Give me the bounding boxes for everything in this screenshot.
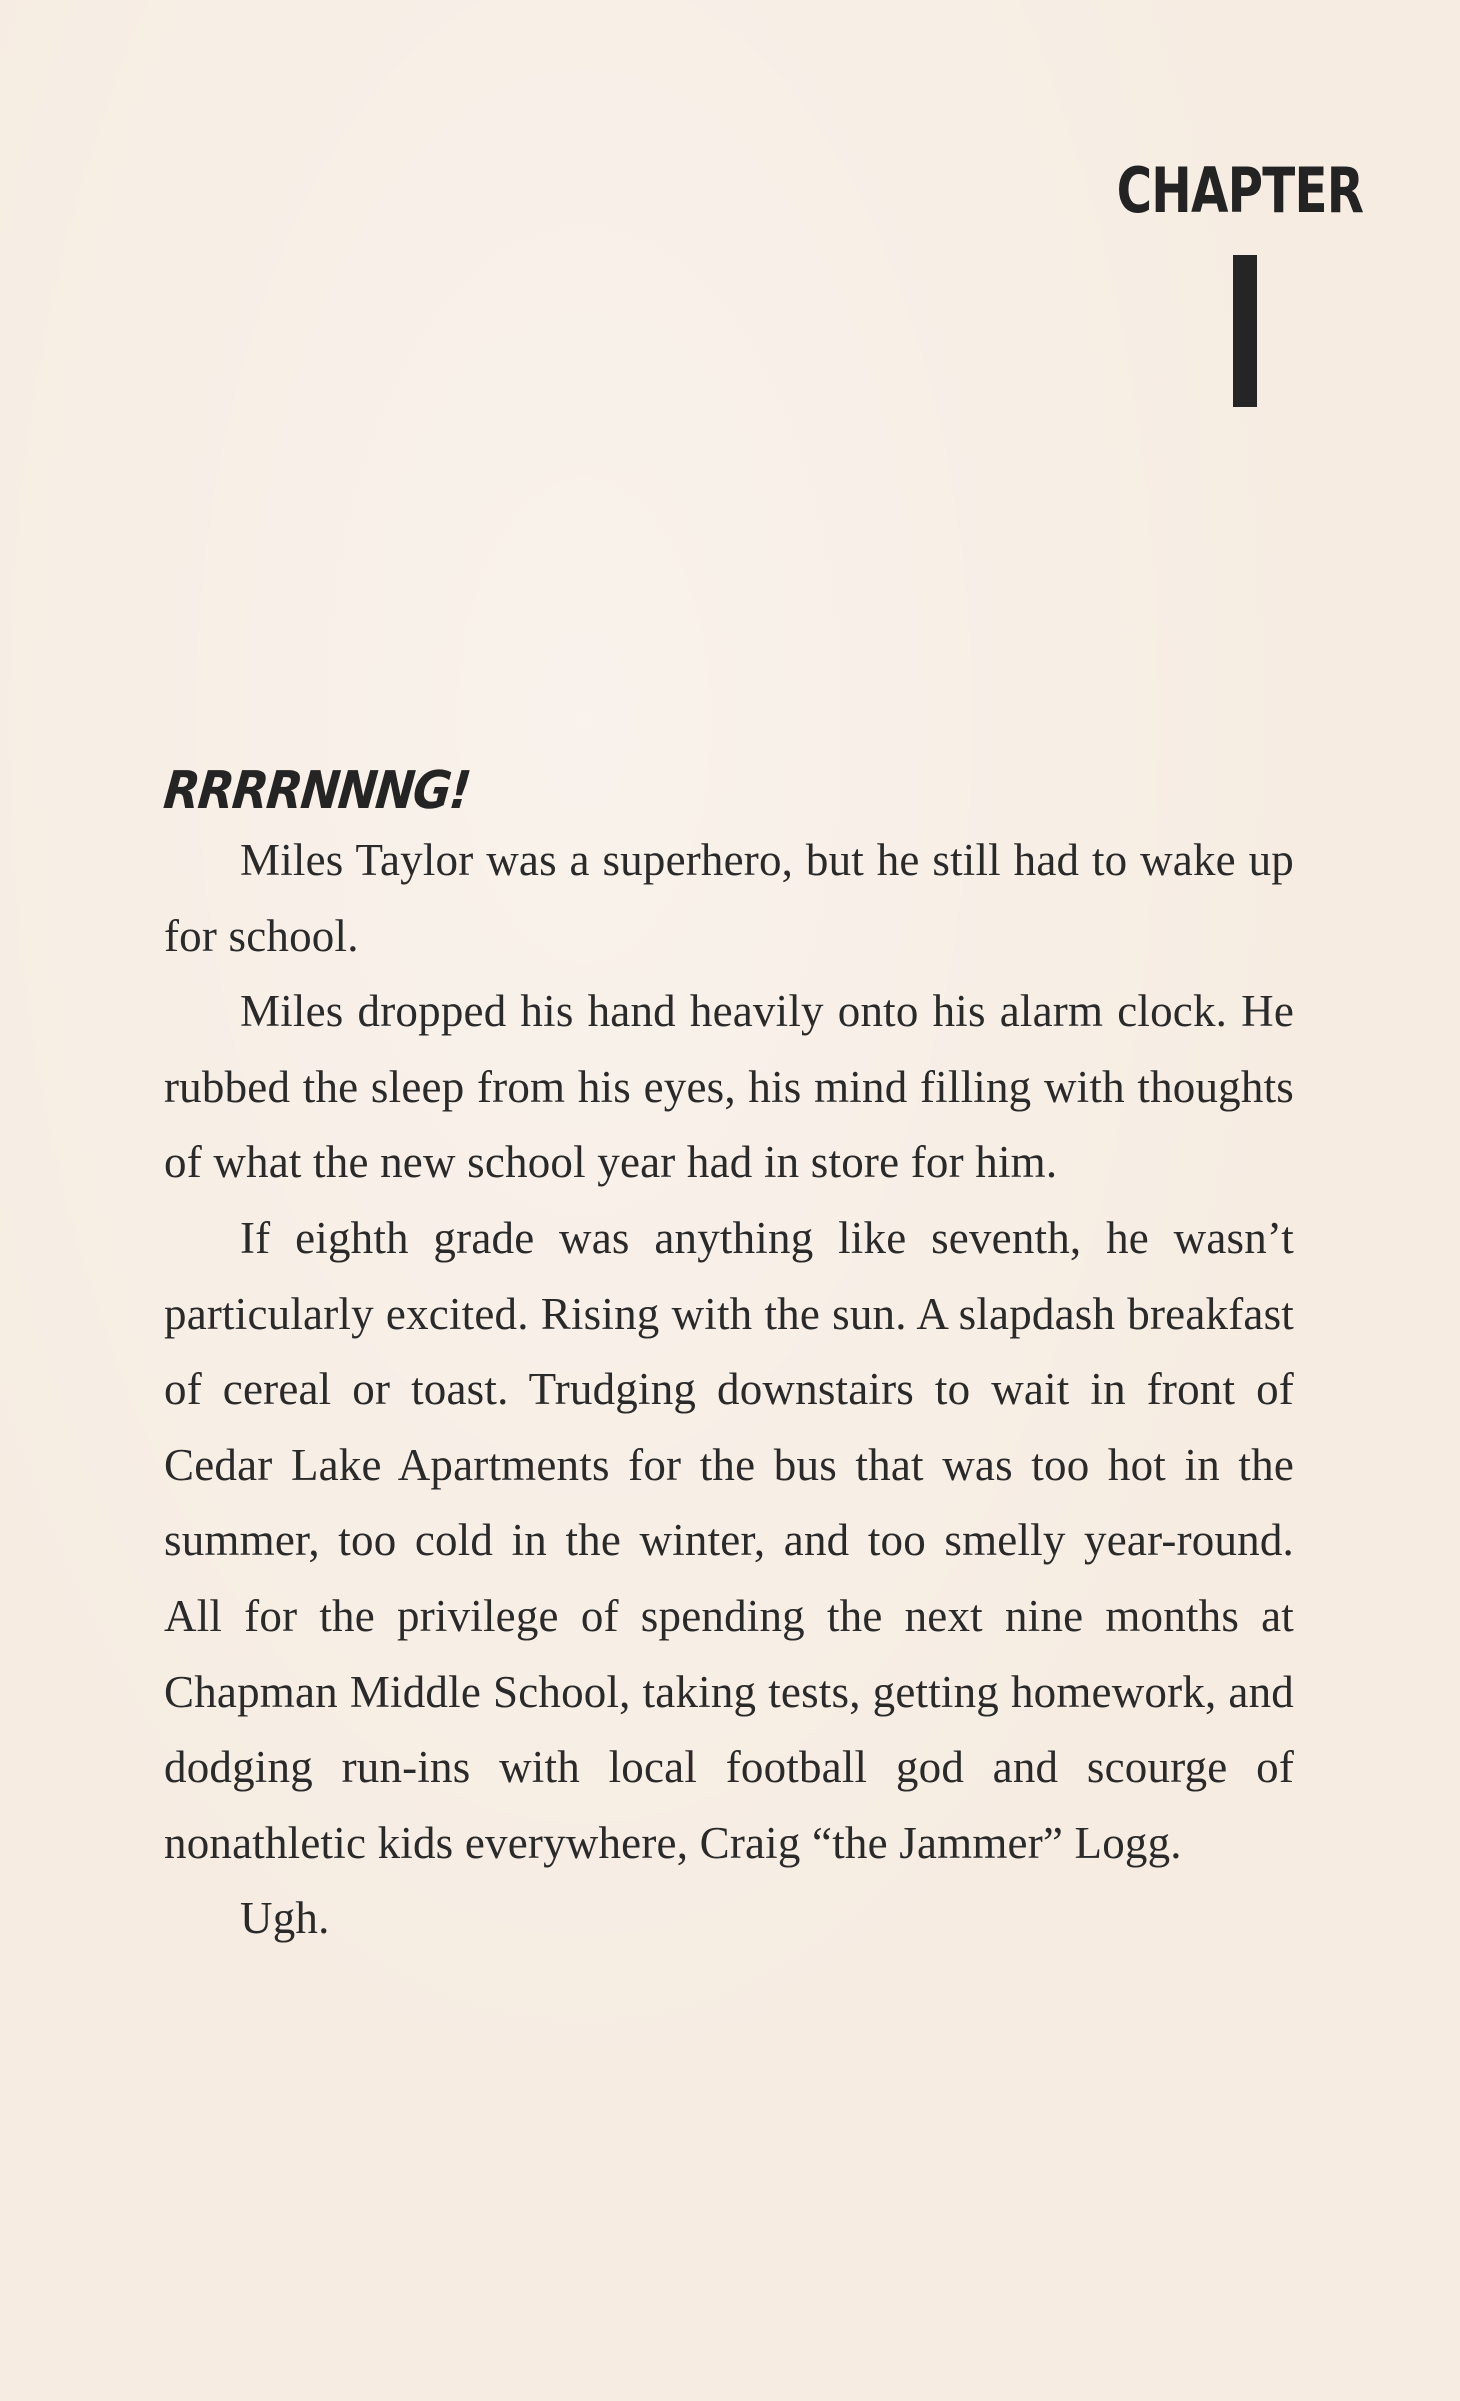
alarm-sound-effect: RRRRNNNG! — [161, 761, 473, 821]
chapter-heading — [1047, 154, 1364, 227]
paragraph-4: Ugh. — [240, 1893, 330, 1944]
chapter-number — [1233, 255, 1257, 407]
chapter-label: CHAPTER — [1116, 154, 1364, 227]
chapter-text — [161, 761, 1294, 1957]
paragraph-2: Miles dropped his hand heavily onto his alarm clock. He rubbed the sleep from his eyes, his mind filling with thoughts of what the new school year had in store for him. — [164, 986, 1294, 1188]
paragraph-1: Miles Taylor was a superhero, but he still had to wake up for school. — [164, 835, 1294, 961]
paragraph-3: If eighth grade was anything like seventh, he wasn’t particularly excited. Rising with the sun. A slapdash breakfast of cereal or toast. Trudging downstairs to wait in front of Cedar Lake Apartments for the bus that was too hot in the summer, too cold in the winter, and too smelly year-round. All for the privilege of spending the next nine months at Chapman Middle School, taking tests, getting homework, and dodging run-ins with local football god and scourge of nonathletic kids everywhere, Craig “the Jammer” Logg. — [164, 1212, 1294, 1868]
